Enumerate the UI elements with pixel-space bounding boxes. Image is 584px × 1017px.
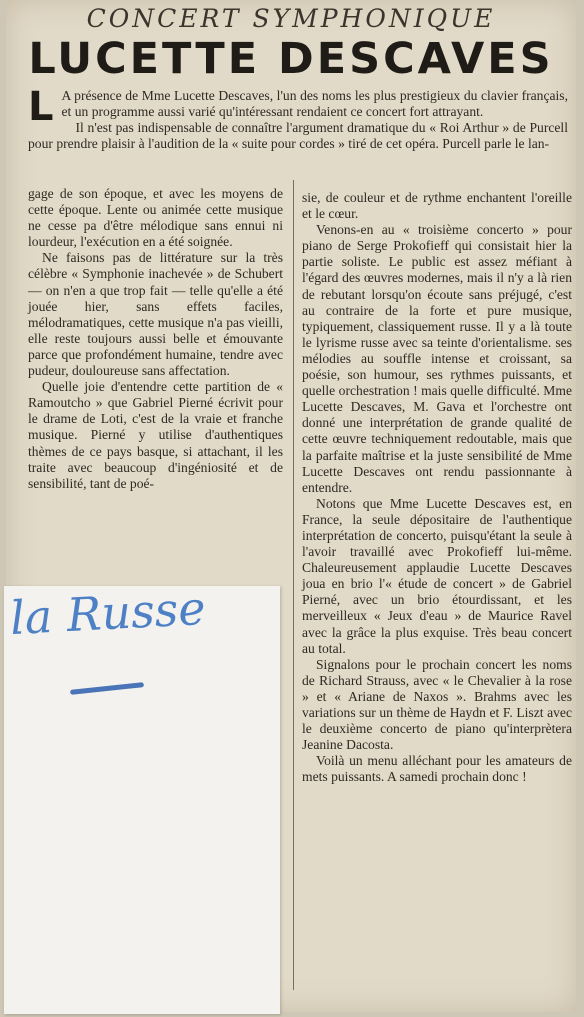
column-divider: [293, 180, 294, 990]
col2-paragraph-3: Notons que Mme Lucette Descaves est, en France, la seule dépositaire de l'authentique interprétation de concerto, puisqu'étant la seule à l'avoir travaillé avec Prokofieff lui-même. Chaleureusement applaudie Lucette Descaves joua en brio l'« étude de concert » de Gabriel Pierné, avec un brio étourdissant, et les merveilleux « Jeux d'eau » de Maurice Ravel avec la grâce la plus exquise. Très beau concert au total.: [302, 495, 572, 656]
handwritten-annotation: la Russe: [8, 580, 207, 646]
col1-paragraph-1: gage de son époque, et avec les moyens de cette époque. Lente ou animée cette musique ne cesse pa d'être mélodique sans ennui ni lourdeur, l'exécution en a été soignée.: [28, 186, 283, 250]
col1-paragraph-2: Ne faisons pas de littérature sur la très célèbre « Symphonie inachevée » de Schubert — on n'en a que trop fait — telle qu'elle a été jouée hier, sans effets faciles, mélodramatiques, cette musique n'a pas vieilli, elle reste toujours aussi belle et émouvante parce que profondément humaine, tendre avec pudeur, douloureuse sans affectation.: [28, 250, 283, 379]
column-left: [28, 186, 283, 492]
drop-cap: L: [28, 84, 54, 130]
column-right: [302, 190, 572, 785]
section-kicker: CONCERT SYMPHONIQUE: [86, 4, 496, 33]
col2-paragraph-2: Venons-en au « troisième concerto » pour piano de Serge Prokofieff qui consistait hier la partie soliste. Le public est assez méfiant à l'égard des œuvres modernes, mais il n'y a là rien de rebutant lorsqu'on écoute sans préjugé, c'est au contraire de la forte et pure musique, typiquement, classiquement russe. Il y a là toute le lyrisme russe avec sa teinte d'orientalisme. ses mélodies au souffle intense et croissant, sa poésie, son humour, ses rythmes puissants, et quelle orchestration ! mais quelle difficulté. Mme Lucette Descaves, M. Gava et l'orchestre ont donné une interprétation de grande qualité de cette œuvre techniquement redoutable, mais que la parfaite maîtrise et la juste sensibilité de Mme Lucette Descaves ont rendu passionnante à entendre.: [302, 222, 572, 495]
handwritten-dash: [70, 682, 144, 695]
handwritten-note-paper: [4, 580, 280, 1014]
lead-paragraph-2: Il n'est pas indispensable de connaître l'argument dramatique du « Roi Arthur » de Purcell pour prendre plaisir à l'audition de la « suite pour cordes » tiré de cet opéra. Purcell parle le lan-: [28, 120, 568, 152]
lead-paragraph-1: A présence de Mme Lucette Descaves, l'un des noms les plus prestigieux du clavier français, et un programme aussi varié qu'intéressant rendaient ce concert fort attrayant.: [61, 88, 568, 120]
article-lead: [28, 84, 568, 152]
col2-paragraph-1: sie, de couleur et de rythme enchantent l'oreille et le cœur.: [302, 190, 572, 222]
col1-paragraph-3: Quelle joie d'entendre cette partition de « Ramoutcho » que Gabriel Pierné écrivit pour le drame de Loti, c'est de la vraie et franche musique. Pierné y utilise d'authentiques thèmes de ce pays basque, si attachant, il les traite avec beaucoup d'ingéniosité et de sensibilité, tant de poé-: [28, 379, 283, 491]
col2-paragraph-4: Signalons pour le prochain concert les noms de Richard Strauss, avec « le Chevalier à la rose » et « Ariane de Naxos ». Brahms avec les variations sur un thème de Haydn et F. Liszt avec le deuxième concerto de piano qu'interprètera Jeanine Dacosta.: [302, 656, 572, 753]
col2-paragraph-5: Voilà un menu alléchant pour les amateurs de mets puissants. A samedi prochain donc !: [302, 753, 572, 785]
article-headline: LUCETTE DESCAVES: [28, 34, 554, 84]
